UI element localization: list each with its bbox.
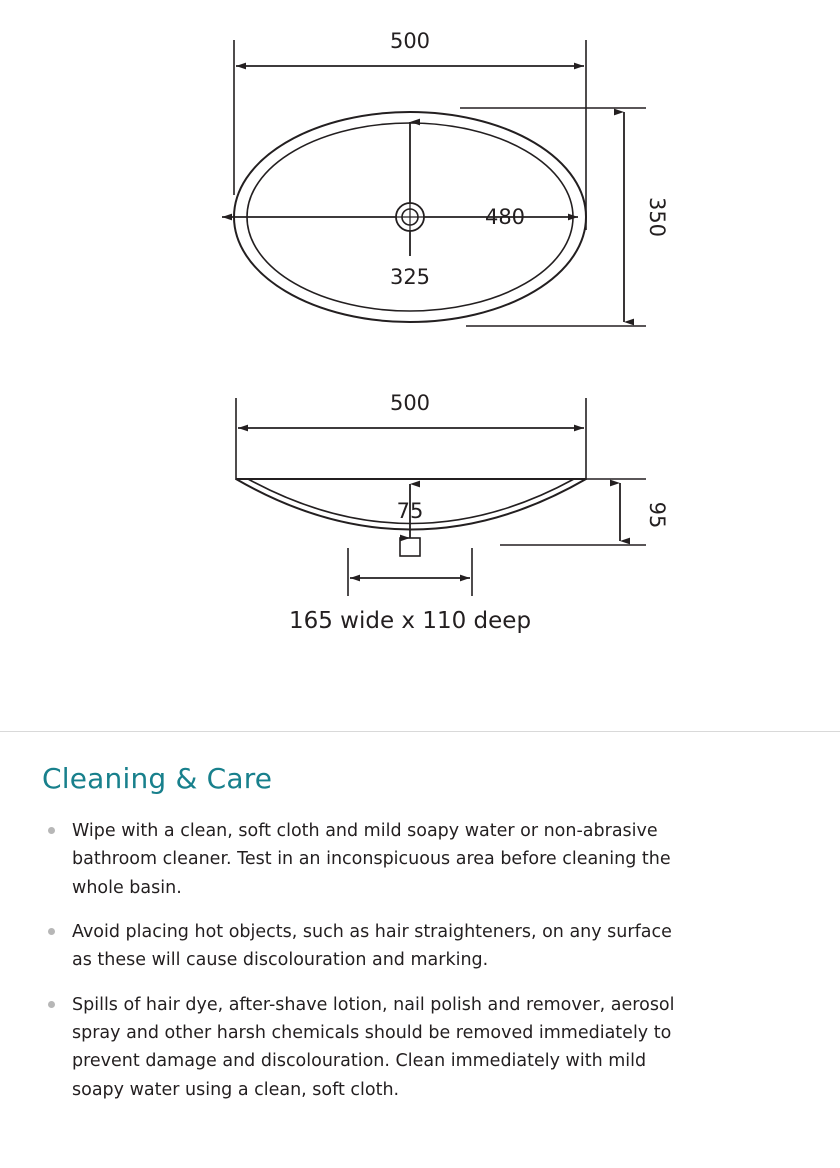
list-item — [44, 991, 692, 1104]
list-item — [44, 918, 692, 975]
care-instruction-list — [0, 817, 840, 1104]
side-view-depth-label: 75 — [396, 499, 424, 523]
care-item-text: Wipe with a clean, soft cloth and mild soapy water or non-abrasive bathroom cleaner. Test in an inconspicuous area before cleaning the whole basin. — [72, 821, 671, 898]
side-view-height-label: 95 — [645, 501, 669, 529]
care-section-title: Cleaning & Care — [42, 762, 273, 795]
top-view-drawing — [222, 29, 669, 326]
top-view-height-label: 350 — [645, 196, 669, 238]
top-view-width-label: 500 — [389, 29, 431, 53]
section-divider — [0, 731, 840, 732]
top-view-inner-height-label: 325 — [389, 265, 431, 289]
top-view-inner-width-label: 480 — [484, 205, 526, 229]
care-item-text: Spills of hair dye, after-shave lotion, nail polish and remover, aerosol spray and other harsh chemicals should be removed immediately to prevent damage and discolouration. Clean immediately with mild soapy water using a clean, soft cloth. — [72, 994, 675, 1100]
side-view-drawing — [236, 391, 669, 634]
side-view-caption: 165 wide x 110 deep — [288, 608, 532, 634]
list-item — [44, 817, 692, 902]
bullet-icon — [48, 1001, 55, 1008]
bullet-icon — [48, 928, 55, 935]
bullet-icon — [48, 827, 55, 834]
side-view-width-label: 500 — [389, 391, 431, 415]
cleaning-and-care-section — [0, 762, 840, 1120]
care-item-text: Avoid placing hot objects, such as hair straighteners, on any surface as these will cause discolouration and marking. — [72, 922, 672, 971]
